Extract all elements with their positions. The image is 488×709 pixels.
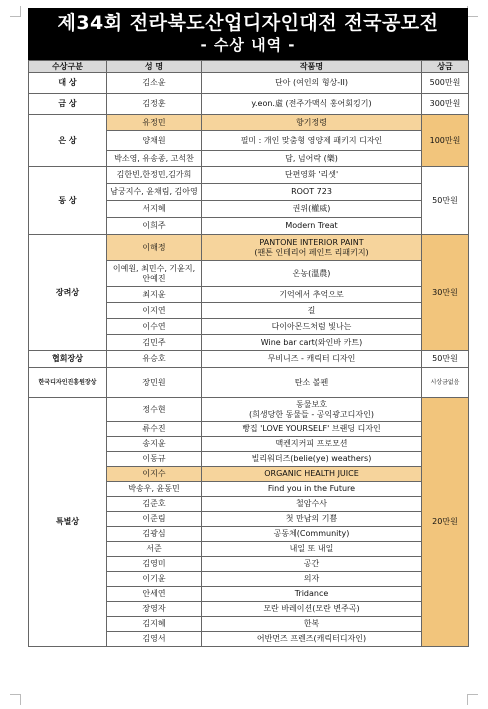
name-cell: 김광심 — [107, 527, 202, 542]
name-cell: 최지윤 — [107, 287, 202, 303]
name-cell: 이해정 — [107, 235, 202, 261]
column-header-work: 작품명 — [202, 61, 422, 73]
work-cell: 단아 (여인의 형상-II) — [202, 73, 422, 94]
work-cell: 철암수사 — [202, 497, 422, 512]
awards-table — [28, 60, 469, 647]
table-row — [29, 351, 469, 368]
name-cell: 남궁지수, 윤채림, 김아영 — [107, 184, 202, 201]
name-cell: 양채원 — [107, 131, 202, 151]
prize-cell: 시상금없음 — [422, 368, 469, 398]
work-cell: 의자 — [202, 572, 422, 587]
name-cell: 김영서 — [107, 632, 202, 647]
work-cell: 첫 만남의 기쁨 — [202, 512, 422, 527]
award-cell: 금 상 — [29, 94, 107, 115]
work-cell: 온농(溫農) — [202, 261, 422, 287]
column-header-name: 성 명 — [107, 61, 202, 73]
name-cell: 김소윤 — [107, 73, 202, 94]
work-cell: 맥켄지커피 프로모션 — [202, 437, 422, 452]
work-cell: Wine bar cart(와인바 카트) — [202, 335, 422, 351]
name-cell: 박송우, 윤동민 — [107, 482, 202, 497]
work-line: PANTONE INTERIOR PAINT — [259, 237, 364, 247]
prize-cell: 100만원 — [422, 115, 469, 167]
work-line-sub: (희생당한 동물들 - 공익광고디자인) — [249, 409, 374, 419]
prize-cell: 300만원 — [422, 94, 469, 115]
work-cell: Modern Treat — [202, 218, 422, 235]
work-cell: 한복 — [202, 617, 422, 632]
name-cell: 김영미 — [107, 557, 202, 572]
name-cell: 이예원, 최민수, 기윤지, 안예진 — [107, 261, 202, 287]
crop-mark-top-left — [10, 6, 21, 17]
name-cell: 김준호 — [107, 497, 202, 512]
name-cell: 박소영, 유송종, 고석찬 — [107, 151, 202, 167]
name-cell: 유승호 — [107, 351, 202, 368]
name-cell: 이기윤 — [107, 572, 202, 587]
table-row — [29, 73, 469, 94]
work-cell: 탄소 볼펜 — [202, 368, 422, 398]
work-cell: 공동체(Community) — [202, 527, 422, 542]
work-cell: 향기정령 — [202, 115, 422, 131]
work-cell: ROOT 723 — [202, 184, 422, 201]
column-header-prize: 상금 — [422, 61, 469, 73]
table-row — [29, 115, 469, 131]
table-row — [29, 94, 469, 115]
work-cell: 모란 바레이션(모란 변주곡) — [202, 602, 422, 617]
name-cell: 서준 — [107, 542, 202, 557]
award-cell: 협회장상 — [29, 351, 107, 368]
prize-cell: 500만원 — [422, 73, 469, 94]
crop-mark-bottom-right — [467, 694, 478, 705]
work-cell: y.eon.虛 (전주가맥식 홍어회킹기) — [202, 94, 422, 115]
work-cell: 내일 또 내일 — [202, 542, 422, 557]
prize-cell: 50만원 — [422, 351, 469, 368]
name-cell: 이지연 — [107, 303, 202, 319]
award-cell: 한국디자인진흥원장상 — [29, 368, 107, 398]
name-cell: 송지윤 — [107, 437, 202, 452]
award-cell: 대 상 — [29, 73, 107, 94]
name-cell: 이수연 — [107, 319, 202, 335]
work-cell — [202, 398, 422, 422]
page-title: 제34회 전라북도산업디자인대전 전국공모전 — [57, 12, 439, 34]
work-cell: 단편영화 '리셋' — [202, 167, 422, 184]
name-cell: 김정훈 — [107, 94, 202, 115]
page-subtitle: - 수상 내역 - — [200, 36, 296, 54]
prize-cell: 30만원 — [422, 235, 469, 351]
award-cell: 동 상 — [29, 167, 107, 235]
column-header-award: 수상구분 — [29, 61, 107, 73]
table-row — [29, 368, 469, 398]
work-cell: 무비니즈 - 캐릭터 디자인 — [202, 351, 422, 368]
name-cell: 서지혜 — [107, 201, 202, 218]
award-cell: 은 상 — [29, 115, 107, 167]
name-cell: 장영자 — [107, 602, 202, 617]
name-cell: 이준림 — [107, 512, 202, 527]
name-cell: 장민원 — [107, 368, 202, 398]
name-cell: 김민주 — [107, 335, 202, 351]
work-cell: 길 — [202, 303, 422, 319]
work-cell: 다이아몬드처럼 빛나는 — [202, 319, 422, 335]
work-cell: 어반먼즈 프렌즈(캐릭터디자인) — [202, 632, 422, 647]
prize-cell: 50만원 — [422, 167, 469, 235]
work-cell — [202, 235, 422, 261]
name-cell: 김지혜 — [107, 617, 202, 632]
name-cell: 류수진 — [107, 422, 202, 437]
name-cell: 김한빈,한정민,김가희 — [107, 167, 202, 184]
work-cell: 권위(權威) — [202, 201, 422, 218]
table-row — [29, 167, 469, 184]
title-banner — [28, 8, 468, 60]
prize-cell: 20만원 — [422, 398, 469, 647]
work-line: 동물보호 — [296, 399, 327, 409]
name-cell: 정수현 — [107, 398, 202, 422]
work-cell: 빵집 'LOVE YOURSELF' 브랜딩 디자인 — [202, 422, 422, 437]
table-row — [29, 235, 469, 261]
work-cell: Find you in the Future — [202, 482, 422, 497]
award-cell: 특별상 — [29, 398, 107, 647]
work-cell: Tridance — [202, 587, 422, 602]
crop-mark-bottom-left — [10, 694, 21, 705]
work-cell: 담, 넘어락 (樂) — [202, 151, 422, 167]
table-row — [29, 398, 469, 422]
award-cell: 장려상 — [29, 235, 107, 351]
work-line-sub: (팬톤 인테리어 페인트 리패키지) — [254, 247, 369, 257]
work-cell: 기억에서 추억으로 — [202, 287, 422, 303]
table-header-row — [29, 61, 469, 73]
name-cell: 이지수 — [107, 467, 202, 482]
work-cell: 빌리워더즈(belie(ye) weathers) — [202, 452, 422, 467]
name-cell: 안세연 — [107, 587, 202, 602]
crop-mark-top-right — [467, 6, 478, 17]
work-cell: ORGANIC HEALTH JUICE — [202, 467, 422, 482]
work-cell: 공간 — [202, 557, 422, 572]
name-cell: 유정민 — [107, 115, 202, 131]
work-cell: 필미 : 개인 맞춤형 영양제 패키지 디자인 — [202, 131, 422, 151]
name-cell: 이희주 — [107, 218, 202, 235]
name-cell: 이동규 — [107, 452, 202, 467]
